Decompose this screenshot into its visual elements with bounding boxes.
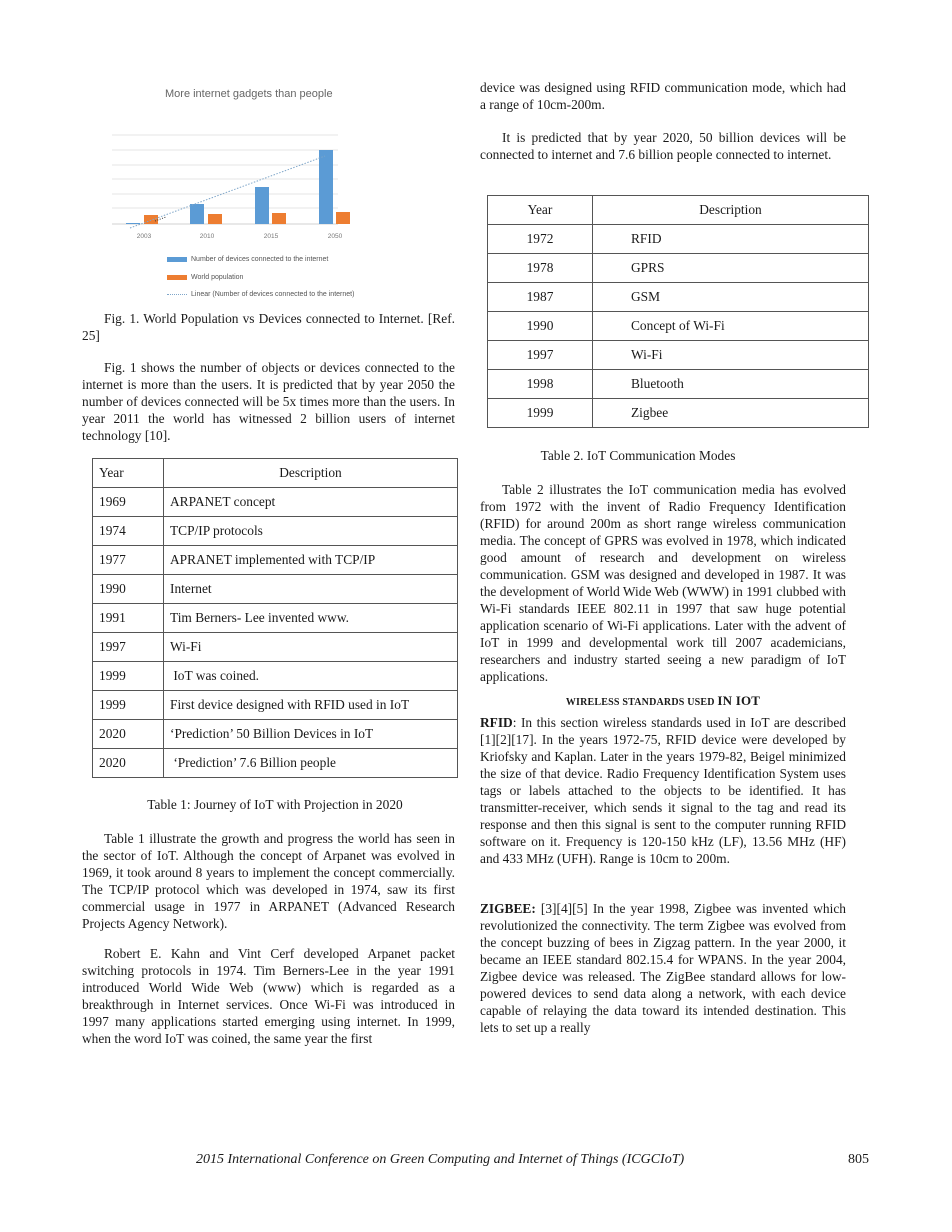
table-row: 1972 RFID <box>488 225 869 254</box>
series-devices <box>126 150 333 224</box>
table-row: 1990 Concept of Wi-Fi <box>488 312 869 341</box>
figure-1-caption: Fig. 1. World Population vs Devices connected to Internet. [Ref. 25] <box>82 311 455 343</box>
chart-title: More internet gadgets than people <box>165 88 333 100</box>
table-2 <box>487 195 869 428</box>
table-row: 1997 Wi-Fi <box>488 341 869 370</box>
rfid-text: : In this section wireless standards used in IoT are described [1][2][17]. In the years 1972-75, RFID device were developed by Kriofsky and Kaplan. Later in the years 1979-82, Beigel minimized the size of that device. Radio Frequency Identification System uses tags or labels attached to the objects to be identified. It has transmitter-receiver, which sends it signal to the tag and read its response and then this signal is sent to the computer running RFID software on it. Frequency is 120-150 kHz (LF), 13.56 MHz (HF) and 433 MHz (UFH). Range is 10cm to 200m. <box>480 715 846 866</box>
section-heading <box>480 693 846 709</box>
table-row: 1999 Zigbee <box>488 399 869 428</box>
header-description: Description <box>164 459 458 488</box>
page-number: 805 <box>848 1152 869 1167</box>
svg-text:2050: 2050 <box>327 233 343 240</box>
table-row: 1998 Bluetooth <box>488 370 869 399</box>
heading-text-large: IN IOT <box>717 693 761 708</box>
paragraph-zigbee <box>480 900 846 1036</box>
legend-label: Number of devices connected to the internet <box>191 256 329 263</box>
legend-swatch-blue <box>167 257 187 262</box>
paragraph-rfid <box>480 714 846 867</box>
legend-population <box>167 274 243 281</box>
table-row: 1990 Internet <box>93 575 458 604</box>
svg-text:2003: 2003 <box>136 233 152 240</box>
zigbee-text: [3][4][5] In the year 1998, Zigbee was invented which revolutionized the connectivity. The term Zigbee was evolved from the concept buzzing of bees in Zigzag pattern. In the year 2000, it became an IEEE standard 802.15.4 for WPANS. In the year 2004, Zigbee device was released. The ZigBee standard allows for low-powered devices to send data along a network, with each device capable of relaying the data toward its intended destination. This lets to set up a really <box>480 901 846 1035</box>
legend-label: World population <box>191 274 244 281</box>
table-row: 1977 APRANET implemented with TCP/IP <box>93 546 458 575</box>
header-description: Description <box>593 196 869 225</box>
heading-text: WIRELESS STANDARDS USED <box>565 697 718 708</box>
header-year: Year <box>93 459 164 488</box>
table-row: 1999 IoT was coined. <box>93 662 458 691</box>
legend-swatch-orange <box>167 275 187 280</box>
table-1-caption: Table 1: Journey of IoT with Projection in 2020 <box>147 797 403 812</box>
conference-footer: 2015 International Conference on Green Computing and Internet of Things (ICGCIoT) <box>196 1152 685 1167</box>
legend-label: Linear (Number of devices connected to the internet) <box>191 291 355 298</box>
svg-text:2015: 2015 <box>263 233 279 240</box>
paragraph-rfid-range: device was designed using RFID communication mode, which had a range of 10cm-200m. <box>480 80 846 112</box>
table-row: 1974 TCP/IP protocols <box>93 517 458 546</box>
figure-1-chart <box>110 80 370 305</box>
zigbee-label: ZIGBEE: <box>480 901 536 916</box>
chart-plot <box>110 120 370 290</box>
table-row: 1999 First device designed with RFID used in IoT <box>93 691 458 720</box>
table-row: 1997 Wi-Fi <box>93 633 458 662</box>
table-row: 1969 ARPANET concept <box>93 488 458 517</box>
table-2-caption: Table 2. IoT Communication Modes <box>540 448 736 463</box>
legend-devices <box>167 256 328 263</box>
table-row: 1991 Tim Berners- Lee invented www. <box>93 604 458 633</box>
legend-linear <box>167 291 354 298</box>
paragraph-history: Robert E. Kahn and Vint Cerf developed Arpanet packet switching protocols in 1974. Tim Berners-Lee in the year 1991 introduced World Wide Web (www) which is regarded as a breakthrough in Internet services. Once Wi-Fi was introduced in 1997 many applications started emerging using internet. In 1999, when the word IoT was coined, the same year the first <box>82 946 455 1046</box>
rfid-label: RFID <box>480 715 513 730</box>
table-row: 2020 ‘Prediction’ 7.6 Billion people <box>93 749 458 778</box>
table-row: 2020 ‘Prediction’ 50 Billion Devices in IoT <box>93 720 458 749</box>
paragraph-fig1-description: Fig. 1 shows the number of objects or devices connected to the internet is more than the users. It is predicted that by year 2050 the number of devices connected will be 5x times more than the users. In year 2011 the world has witnessed 2 billion users of internet technology [10]. <box>82 360 455 443</box>
table-1 <box>92 458 458 778</box>
paragraph-table2-description: Table 2 illustrates the IoT communication media has evolved from 1972 with the invent of Radio Frequency Identification (RFID) for around 200m as short range wireless communication media. The concept of GPRS was evolved in 1978, which indicated good amount of research and development on wireless communication. GSM was designed and developed in 1987. It was the development of World Wide Web (WWW) in 1991 clubbed with Wi-Fi standards IEEE 802.11 in 1997 that saw huge potential application scenario of Wi-Fi applications. Later with the advent of IoT in 1999 and developmental work till 2007 academicians, researchers and industry started seeing a new paradigm of IoT applications. <box>480 482 846 684</box>
header-year: Year <box>488 196 593 225</box>
table-row: 1987 GSM <box>488 283 869 312</box>
legend-swatch-dotted <box>167 294 187 295</box>
paragraph-prediction: It is predicted that by year 2020, 50 billion devices will be connected to internet and 7.6 billion people connected to internet. <box>480 130 846 162</box>
table-header-row <box>488 196 869 225</box>
table-header-row <box>93 459 458 488</box>
svg-text:2010: 2010 <box>199 233 215 240</box>
paragraph-table1-description: Table 1 illustrate the growth and progress the world has seen in the sector of IoT. Although the concept of Arpanet was evolved in 1969, it took around 8 years to implement the concept commercially. The TCP/IP protocol which was developed in 1974, saw its first commercial usage in 1977 in ARPANET (Advanced Research Projects Agency Network). <box>82 831 455 931</box>
table-row: 1978 GPRS <box>488 254 869 283</box>
